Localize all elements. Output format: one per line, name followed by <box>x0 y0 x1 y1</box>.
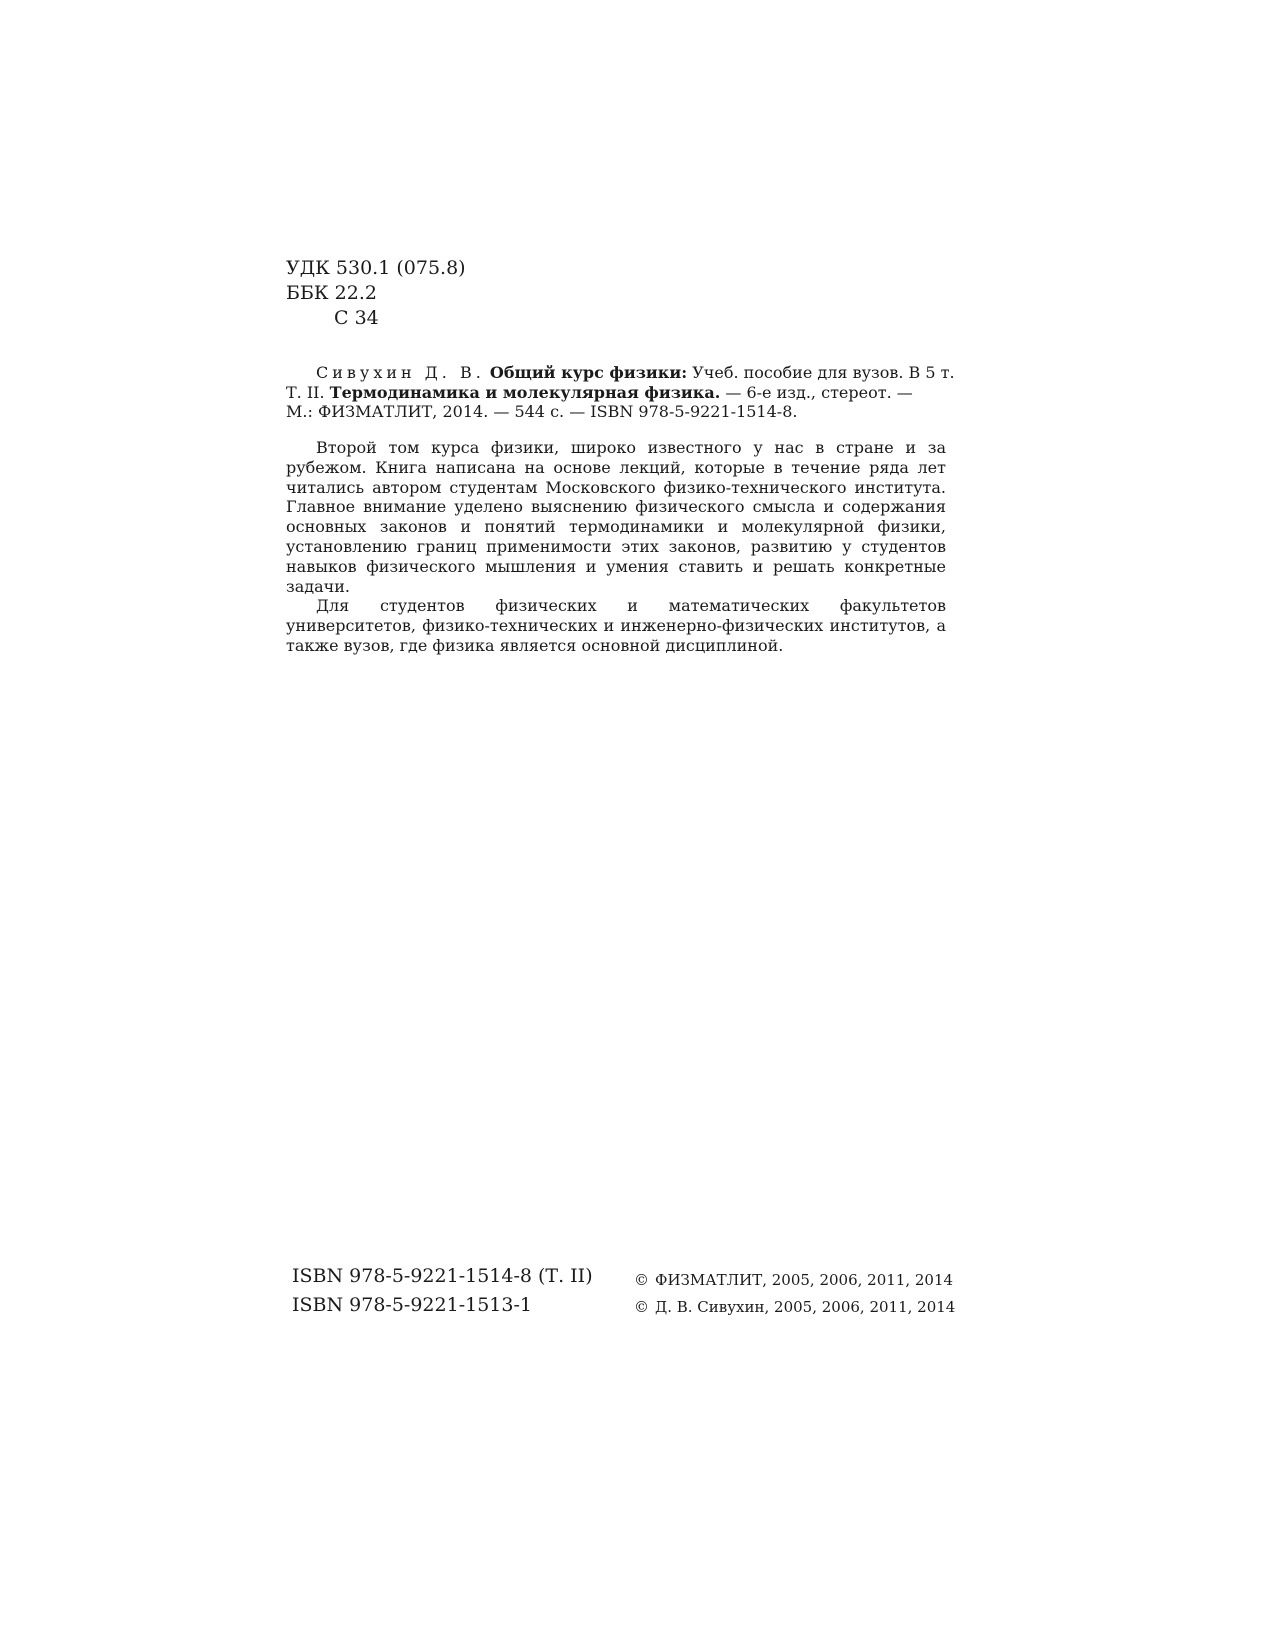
annotation-paragraph-2: Для студентов физических и математических факультетов университетов, физико-технических и инженерно-физических институтов, а также вузов, где физика является основной дисциплиной. <box>286 596 946 655</box>
annotation <box>286 438 946 656</box>
copyright-icon: © <box>634 1298 649 1316</box>
biblio-series-rest: Учеб. пособие для вузов. В 5 т. <box>692 363 955 382</box>
classification-block <box>286 256 466 331</box>
biblio-volume-prefix: Т. II. <box>286 382 325 402</box>
biblio-line-2 <box>286 383 946 403</box>
annotation-paragraph-1: Второй том курса физики, широко известного у нас в стране и за рубежом. Книга написана на основе лекций, которые в течение ряда лет читались автором студентам Московского физико-технического института. Главное внимание уделено выяснению физического смысла и содержания основных законов и понятий термодинамики и молекулярной физики, установлению границ применимости этих законов, развитию у студентов навыков физического мышления и умения ставить и решать конкретные задачи. <box>286 438 946 596</box>
copyright-icon: © <box>634 1271 649 1289</box>
copyright-publisher-row <box>634 1267 955 1294</box>
bbk-code: ББК 22.2 <box>286 282 377 304</box>
copyright-publisher: ФИЗМАТЛИТ, 2005, 2006, 2011, 2014 <box>655 1271 954 1289</box>
isbn-set: ISBN 978-5-9221-1513-1 <box>292 1294 532 1316</box>
copyright-author-row <box>634 1294 955 1321</box>
biblio-line-1 <box>286 363 955 383</box>
biblio-series-title: Общий курс физики: <box>489 363 688 382</box>
isbn-block <box>292 1262 593 1320</box>
author-mark: С 34 <box>334 307 379 329</box>
biblio-imprint: М.: ФИЗМАТЛИТ, 2014. — 544 с. — ISBN 978-5-9221-1514-8. <box>286 402 798 421</box>
biblio-volume-title: Термодинамика и молекулярная физика. <box>329 382 721 402</box>
copyright-author: Д. В. Сивухин, 2005, 2006, 2011, 2014 <box>655 1298 956 1316</box>
copyright-block <box>634 1267 955 1321</box>
udk-code: УДК 530.1 (075.8) <box>286 257 466 279</box>
biblio-edition: — 6-е изд., стереот. — <box>725 382 913 402</box>
biblio-author: Сивухин Д. В. <box>316 363 485 382</box>
isbn-volume: ISBN 978-5-9221-1514-8 (Т. II) <box>292 1265 593 1287</box>
bibliographic-record <box>286 363 955 422</box>
